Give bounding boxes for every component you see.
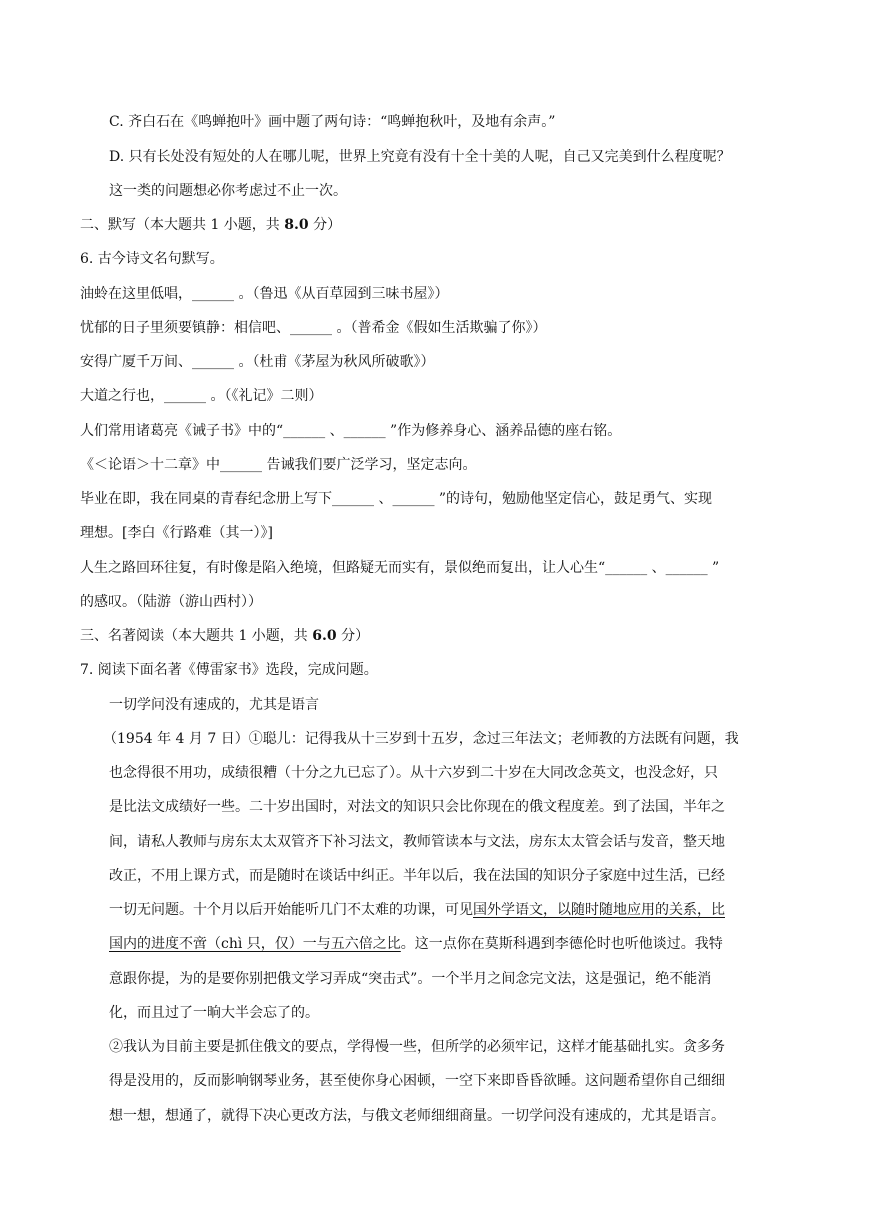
passage-line: （1954 年 4 月 7 日）①聪儿：记得我从十三岁到十五岁，念过三年法文；老师教的方法既有问题，我 xyxy=(103,731,739,747)
section3-heading: 三、名著阅读（本大题共 1 小题，共 6.0 分） xyxy=(80,628,370,644)
passage-line: 间，请私人教师与房东太太双管齐下补习法文，教师管读本与文法，房东太太管会话与发音，整天地 xyxy=(109,834,725,850)
section2-heading: 二、默写（本大题共 1 小题，共 8.0 分） xyxy=(80,217,342,233)
recitation-item: 人生之路回环往复，有时像是陷入绝境，但路疑无而实有，景似绝而复出，让人心生“______ 、______ ” xyxy=(80,560,720,576)
section2-score: 8.0 xyxy=(284,217,309,233)
passage-line: 意跟你提，为的是要你别把俄文学习弄成“突击式”。一个半月之间念完文法，这是强记，绝不能消 xyxy=(109,971,712,987)
passage-line: 也念得很不用功，成绩很糟（十分之九已忘了）。从十六岁到二十岁在大同改念英文，也没念好，只 xyxy=(109,765,718,781)
recitation-item: 《＜论语＞十二章》中______ 告诫我们要广泛学习，坚定志向。 xyxy=(80,457,477,473)
question-6: 6. 古今诗文名句默写。 xyxy=(80,251,224,267)
option-d-line2: 这一类的问题想必你考虑过不止一次。 xyxy=(109,183,347,199)
recitation-item: 大道之行也，______ 。（《礼记》二则） xyxy=(80,388,323,404)
underlined-sentence: 国内的进度不啻（chì 只，仅）一与五六倍之比 xyxy=(109,936,401,952)
passage-line: 化，而且过了一晌大半会忘了的。 xyxy=(109,1005,319,1021)
recitation-item: 油蛉在这里低唱，______ 。（鲁迅《从百草园到三味书屋》） xyxy=(80,286,449,302)
section3-score: 6.0 xyxy=(312,628,337,644)
question-7: 7. 阅读下面名著《傅雷家书》选段，完成问题。 xyxy=(80,662,378,678)
option-c: C. 齐白石在《鸣蝉抱叶》画中题了两句诗：“鸣蝉抱秋叶，及地有余声。” xyxy=(109,114,556,130)
option-d-line1: D. 只有长处没有短处的人在哪儿呢，世界上究竟有没有十全十美的人呢，自己又完美到什么程度呢？ xyxy=(109,149,731,165)
passage-line: 国内的进度不啻（chì 只，仅）一与五六倍之比。这一点你在莫斯科遇到李德伦时也听他谈过。我特 xyxy=(109,936,723,952)
recitation-item: 的感叹。（陆游（游山西村）） xyxy=(80,594,262,610)
passage-line: 一切无问题。十个月以后开始能听几门不太难的功课，可见国外学语文，以随时随地应用的关系，比 xyxy=(109,902,725,918)
passage-line: ②我认为目前主要是抓住俄文的要点，学得慢一些，但所学的必须牢记，这样才能基础扎实。贪多务 xyxy=(109,1039,725,1055)
recitation-item: 忧郁的日子里须要镇静：相信吧、______ 。（普希金《假如生活欺骗了你》） xyxy=(80,320,547,336)
recitation-item: 理想。[李白《行路难（其一）》] xyxy=(80,525,273,541)
passage-line: 是比法文成绩好一些。二十岁出国时，对法文的知识只会比你现在的俄文程度差。到了法国，半年之 xyxy=(109,799,725,815)
recitation-item: 人们常用诸葛亮《诫子书》中的“______ 、______ ”作为修养身心、涵养品德的座右铭。 xyxy=(80,423,622,439)
passage-line: 改正，不用上课方式，而是随时在谈话中纠正。半年以后，我在法国的知识分子家庭中过生活，已经 xyxy=(109,868,725,884)
underlined-sentence: 国外学语文，以随时随地应用的关系，比 xyxy=(473,902,725,918)
passage-line: 想一想，想通了，就得下决心更改方法，与俄文老师细细商量。一切学问没有速成的，尤其是语言。 xyxy=(109,1108,725,1124)
recitation-item: 毕业在即，我在同桌的青春纪念册上写下______ 、______ ”的诗句，勉励他坚定信心，鼓足勇气、实现 xyxy=(80,491,713,507)
recitation-item: 安得广厦千万间、______ 。（杜甫《茅屋为秋风所破歌》） xyxy=(80,354,435,370)
passage-line: 得是没用的，反而影响钢琴业务，甚至使你身心困顿，一空下来即昏昏欲睡。这问题希望你自己细细 xyxy=(109,1073,725,1089)
passage-title: 一切学问没有速成的，尤其是语言 xyxy=(109,697,319,713)
